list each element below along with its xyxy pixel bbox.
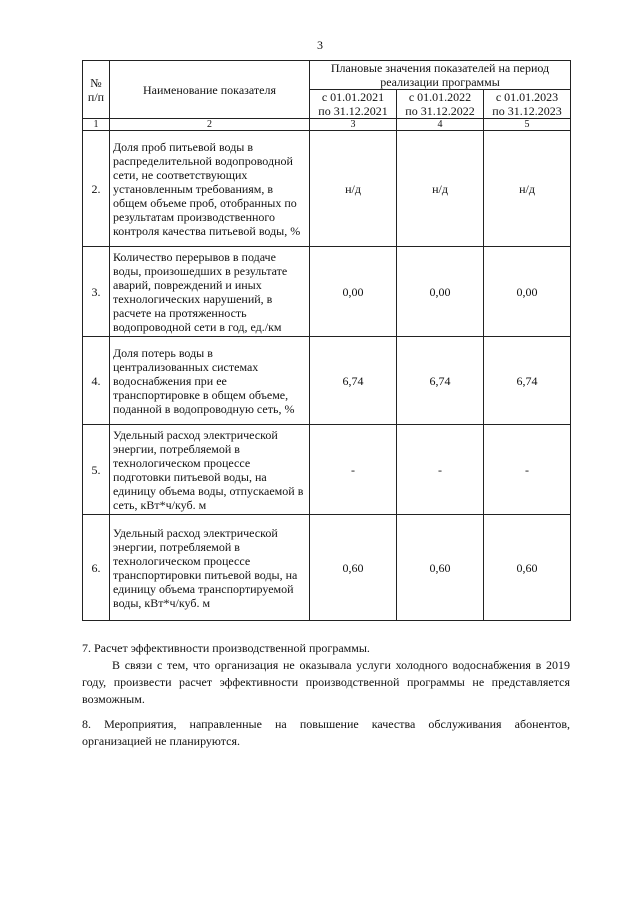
row-number: 3. bbox=[83, 247, 110, 337]
value-2023: 0,00 bbox=[484, 247, 571, 337]
value-2021: 6,74 bbox=[310, 337, 397, 425]
column-number: 5 bbox=[484, 119, 571, 131]
row-number: 5. bbox=[83, 425, 110, 515]
value-2022: 0,60 bbox=[397, 515, 484, 621]
table-row bbox=[83, 337, 571, 425]
value-2021: 0,00 bbox=[310, 247, 397, 337]
column-number: 3 bbox=[310, 119, 397, 131]
header-indicator-name: Наименование показателя bbox=[110, 61, 310, 119]
header-period: с 01.01.2021 по 31.12.2021 bbox=[310, 90, 397, 119]
table-row bbox=[83, 247, 571, 337]
table-row bbox=[83, 131, 571, 247]
header-planned-values: Плановые значения показателей на период реализации программы bbox=[310, 61, 571, 90]
header-period: с 01.01.2023 по 31.12.2023 bbox=[484, 90, 571, 119]
row-number: 6. bbox=[83, 515, 110, 621]
value-2022: - bbox=[397, 425, 484, 515]
value-2022: 6,74 bbox=[397, 337, 484, 425]
indicator-name: Удельный расход электрической энергии, потребляемой в технологическом процессе подготовки питьевой воды, на единицу объема воды, отпускаемой в сеть, кВт*ч/куб. м bbox=[110, 425, 310, 515]
value-2023: 0,60 bbox=[484, 515, 571, 621]
section-8-text: 8. Мероприятия, направленные на повышение качества обслуживания абонентов, организацией не планируются. bbox=[82, 717, 570, 748]
column-number: 2 bbox=[110, 119, 310, 131]
indicator-name: Доля проб питьевой воды в распределительной водопроводной сети, не соответствующих установленным требованиям, в общем объеме проб, отобранных по результатам производственного контроля качества питьевой воды, % bbox=[110, 131, 310, 247]
table-header-row bbox=[83, 61, 571, 90]
value-2021: 0,60 bbox=[310, 515, 397, 621]
indicators-table bbox=[82, 60, 571, 621]
value-2022: 0,00 bbox=[397, 247, 484, 337]
value-2023: 6,74 bbox=[484, 337, 571, 425]
header-period: с 01.01.2022 по 31.12.2022 bbox=[397, 90, 484, 119]
section-7-heading: 7. Расчет эффективности производственной программы. bbox=[82, 641, 370, 655]
column-number: 4 bbox=[397, 119, 484, 131]
column-number: 1 bbox=[83, 119, 110, 131]
table-row bbox=[83, 425, 571, 515]
value-2021: н/д bbox=[310, 131, 397, 247]
row-number: 2. bbox=[83, 131, 110, 247]
value-2022: н/д bbox=[397, 131, 484, 247]
page-number: 3 bbox=[317, 38, 323, 52]
indicator-name: Количество перерывов в подаче воды, произошедших в результате аварий, повреждений и иных технологических нарушений, в расчете на протяженность водопроводной сети в год, ед./км bbox=[110, 247, 310, 337]
value-2021: - bbox=[310, 425, 397, 515]
header-number: № п/п bbox=[83, 61, 110, 119]
value-2023: н/д bbox=[484, 131, 571, 247]
indicator-name: Удельный расход электрической энергии, потребляемой в технологическом процессе транспортировки питьевой воды, на единицу объема транспортируемой воды, кВт*ч/куб. м bbox=[110, 515, 310, 621]
table-column-numbers-row bbox=[83, 119, 571, 131]
section-7-text: В связи с тем, что организация не оказывала услуги холодного водоснабжения в 2019 году, произвести расчет эффективности производственной программы не представляется возможным. bbox=[82, 658, 570, 706]
indicator-name: Доля потерь воды в централизованных системах водоснабжения при ее транспортировке в общем объеме, поданной в водопроводную сеть, % bbox=[110, 337, 310, 425]
row-number: 4. bbox=[83, 337, 110, 425]
value-2023: - bbox=[484, 425, 571, 515]
table-row bbox=[83, 515, 571, 621]
